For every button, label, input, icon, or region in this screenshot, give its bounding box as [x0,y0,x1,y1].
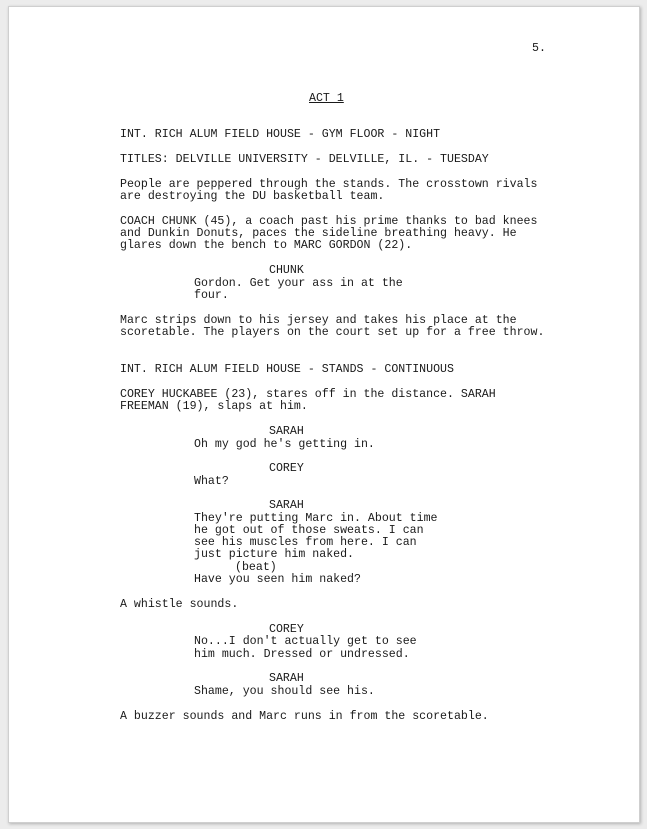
act-heading: ACT 1 [309,92,344,105]
character-name: COREY [269,462,304,475]
character-name: SARAH [269,499,304,512]
character-name: COREY [269,623,304,636]
action-line: People are peppered through the stands. The crosstown rivals [120,178,538,191]
dialogue-line: They're putting Marc in. About time [194,512,438,525]
scene-heading: INT. RICH ALUM FIELD HOUSE - GYM FLOOR - NIGHT [120,128,441,141]
parenthetical: (beat) [235,561,277,574]
action-line: FREEMAN (19), slaps at him. [120,400,308,413]
action-line: COREY HUCKABEE (23), stares off in the distance. SARAH [120,388,496,401]
character-name: SARAH [269,672,304,685]
dialogue-line: just picture him naked. [194,548,355,561]
page-number: 5. [532,42,546,55]
action-line: A whistle sounds. [120,598,239,611]
action-line: and Dunkin Donuts, paces the sideline breathing heavy. He [120,227,517,240]
action-line: COACH CHUNK (45), a coach past his prime thanks to bad knees [120,215,538,228]
character-name: SARAH [269,425,304,438]
titles-line: TITLES: DELVILLE UNIVERSITY - DELVILLE, IL. - TUESDAY [120,153,489,166]
action-line: Marc strips down to his jersey and takes his place at the [120,314,517,327]
action-line: scoretable. The players on the court set up for a free throw. [120,326,545,339]
dialogue-line: he got out of those sweats. I can [194,524,424,537]
action-line: A buzzer sounds and Marc runs in from the scoretable. [120,710,489,723]
dialogue-line: see his muscles from here. I can [194,536,417,549]
dialogue-line: What? [194,475,229,488]
dialogue-line: Have you seen him naked? [194,573,361,586]
action-line: glares down the bench to MARC GORDON (22). [120,239,413,252]
script-page [8,6,640,823]
dialogue-line: four. [194,289,229,302]
scene-heading: INT. RICH ALUM FIELD HOUSE - STANDS - CONTINUOUS [120,363,454,376]
character-name: CHUNK [269,264,304,277]
dialogue-line: him much. Dressed or undressed. [194,648,410,661]
action-line: are destroying the DU basketball team. [120,190,385,203]
dialogue-line: Shame, you should see his. [194,685,375,698]
dialogue-line: No...I don't actually get to see [194,635,417,648]
dialogue-line: Gordon. Get your ass in at the [194,277,403,290]
dialogue-line: Oh my god he's getting in. [194,438,375,451]
